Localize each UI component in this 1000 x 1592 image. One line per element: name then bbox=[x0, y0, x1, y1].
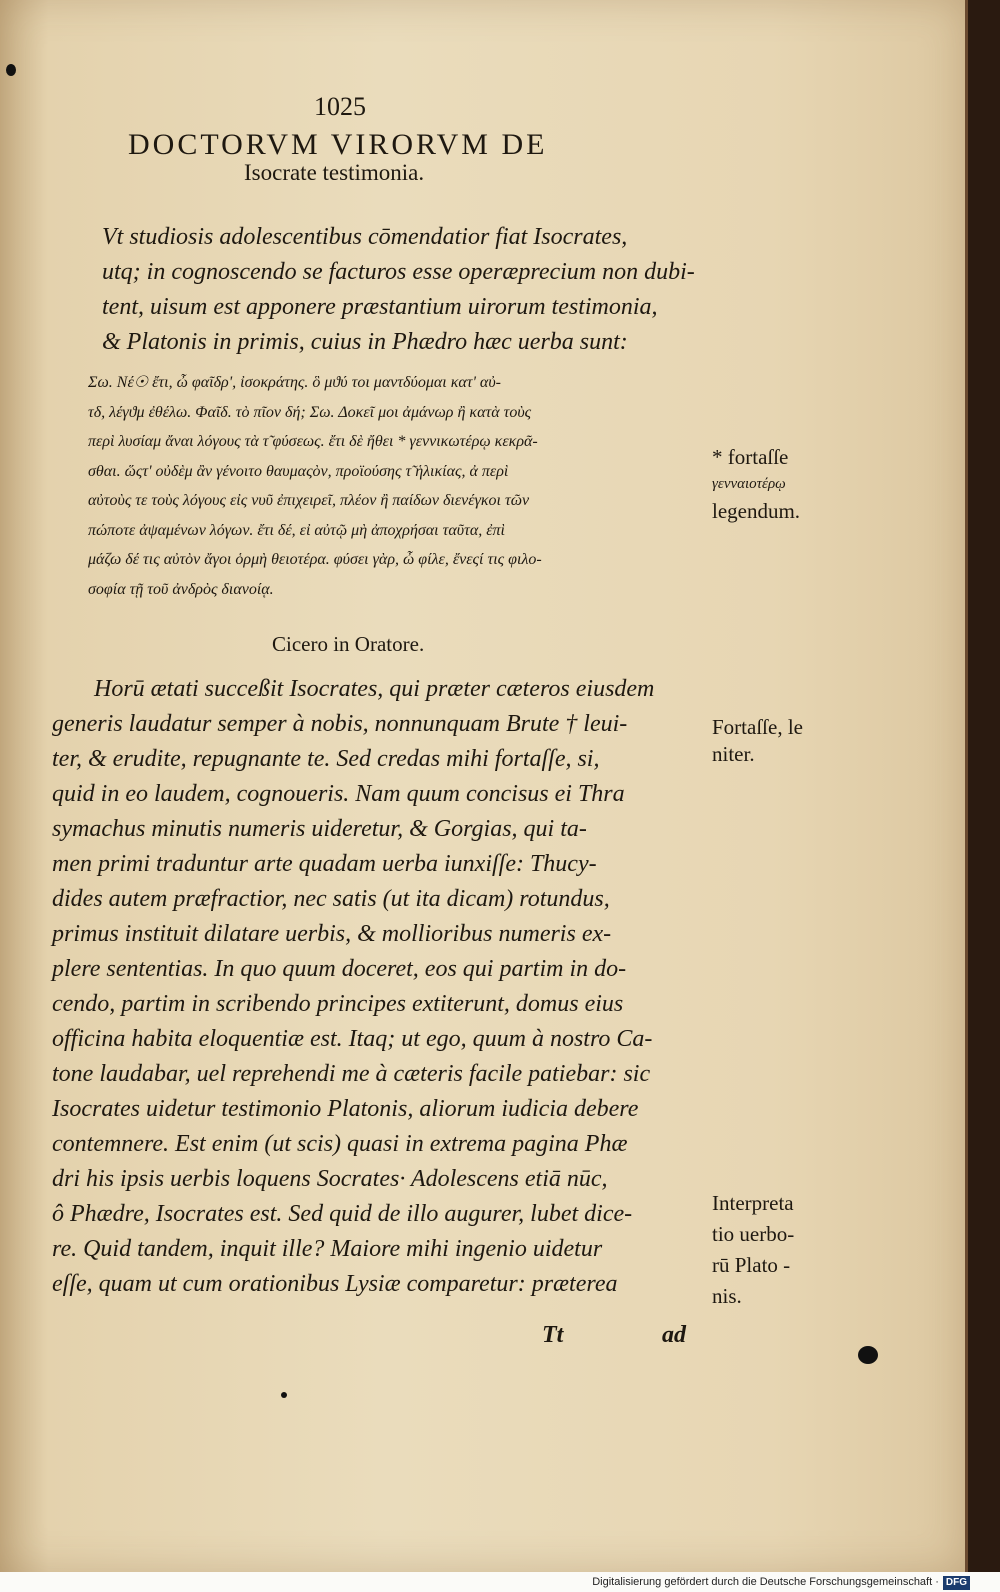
margin-note-fortasse-greek bbox=[712, 444, 800, 525]
greek-quotation bbox=[88, 368, 542, 604]
cicero-line: re. Quid tandem, inquit ille? Maiore mihi ingenio uidetur bbox=[52, 1236, 603, 1262]
note-line: legendum. bbox=[712, 499, 801, 523]
greek-line: πώποτε ἀψαμένων λόγων. ἔτι δέ, εἰ αὐτῷ μὴ ἀποχρήσαι ταῦτα, ἐπὶ bbox=[88, 521, 505, 539]
cicero-line: primus instituit dilatare uerbis, & mollioribus numeris ex- bbox=[52, 921, 612, 947]
section-heading: Cicero in Oratore. bbox=[272, 632, 425, 656]
digitization-footer bbox=[0, 1572, 1000, 1592]
intro-line: & Platonis in primis, cuius in Phædro hæc uerba sunt: bbox=[102, 329, 628, 355]
note-line: rū Plato - bbox=[712, 1253, 791, 1277]
title-line-1: DOCTORVM VIRORVM DE bbox=[128, 128, 548, 161]
cicero-line: dri his ipsis uerbis loquens Socrates· Adolescens etiā nūc, bbox=[52, 1166, 608, 1192]
note-line: γενναιοτέρῳ bbox=[712, 476, 786, 492]
note-line: tio uerbo- bbox=[712, 1222, 795, 1246]
intro-line: utq; in cognoscendo se facturos esse operæprecium non dubi- bbox=[102, 259, 695, 285]
cicero-line: quid in eo laudem, cognoueris. Nam quum concisus ei Thra bbox=[52, 781, 625, 807]
footer-text: Digitalisierung gefördert durch die Deutsche Forschungsgemeinschaft · bbox=[592, 1576, 939, 1588]
margin-note-fortasse-leniter bbox=[712, 714, 803, 768]
cicero-line: plere sententias. In quo quum doceret, eos qui partim in do- bbox=[52, 956, 627, 982]
cicero-line: contemnere. Est enim (ut scis) quasi in extrema pagina Phæ bbox=[52, 1131, 628, 1157]
greek-line: σοφία τῇ τοῦ ἀνδρὸς διανοίᾳ. bbox=[88, 580, 274, 598]
greek-line: περὶ λυσίαμ ἄναι λόγους τὰ τ̃ φύσεως. ἔτι δὲ ἤθει * γεννικωτέρῳ κεκρᾶ- bbox=[88, 433, 538, 450]
dfg-logo: DFG bbox=[943, 1576, 970, 1590]
cicero-line: ô Phædre, Isocrates est. Sed quid de illo augurer, lubet dice- bbox=[52, 1201, 633, 1227]
greek-line: μάζω δέ τις αὐτὸν ἄγοι ὁρμὴ θειοτέρα. φύσει γὰρ, ὦ φίλε, ἔνεςί τις φιλο- bbox=[88, 551, 542, 568]
note-line: Fortaſſe, le bbox=[712, 715, 803, 739]
cicero-line: men primi traduntur arte quadam uerba iunxiſſe: Thucy- bbox=[52, 851, 597, 877]
note-line: Interpreta bbox=[712, 1191, 794, 1215]
title-line-2: Isocrate testimonia. bbox=[244, 160, 425, 185]
cicero-line: dides autem præfractior, nec satis (ut ita dicam) rotundus, bbox=[52, 886, 610, 912]
cicero-line: symachus minutis numeris uideretur, & Gorgias, qui ta- bbox=[52, 816, 587, 842]
cicero-line: cendo, partim in scribendo principes extiterunt, domus eius bbox=[52, 991, 624, 1017]
page-number: 1025 bbox=[314, 92, 366, 121]
note-line: niter. bbox=[712, 742, 755, 766]
note-line: * fortaſſe bbox=[712, 445, 789, 469]
ink-spot bbox=[6, 64, 16, 76]
ink-spot bbox=[858, 1346, 878, 1364]
greek-line: αὐτοὺς τε τοὺς λόγους εἰς νυῦ ἐπιχειρεῖ, πλέον ἢ παίδων διενέγκοι τῶν bbox=[88, 492, 530, 509]
intro-paragraph bbox=[102, 220, 695, 360]
greek-line: σθαι. ὥςτ' οὐδὲμ ἂν γένοιτο θαυμαςὸν, προϊούσης τ̃ ἡλικίας, ἀ περὶ bbox=[88, 462, 509, 480]
cicero-line: Horū ætati succeßit Isocrates, qui præter cæteros eiusdem bbox=[94, 676, 655, 702]
cicero-line: officina habita eloquentiæ est. Itaq; ut ego, quum à nostro Ca- bbox=[52, 1026, 653, 1052]
cicero-line: eſſe, quam ut cum orationibus Lysiæ comparetur: præterea bbox=[52, 1271, 618, 1297]
margin-note-interpretatio bbox=[712, 1188, 794, 1312]
note-line: nis. bbox=[712, 1284, 742, 1308]
catchword: ad bbox=[662, 1322, 686, 1348]
cicero-line: Isocrates uidetur testimonio Platonis, aliorum iudicia debere bbox=[52, 1096, 639, 1122]
greek-line: Σω. Νέ☉ ἔτι, ὦ φαῖδρ', ἰσοκράτης. ὃ μϑύ τοι μαντδύομαι κατ' αὐ- bbox=[88, 374, 501, 391]
intro-line: Vt studiosis adolescentibus cōmendatior fiat Isocrates, bbox=[102, 224, 628, 250]
cicero-paragraph bbox=[52, 672, 654, 1302]
cicero-line: ter, & erudite, repugnante te. Sed credas mihi fortaſſe, si, bbox=[52, 746, 600, 772]
cicero-line: tone laudabar, uel reprehendi me à cæteris facile patiebar: sic bbox=[52, 1061, 651, 1087]
ink-spot bbox=[281, 1392, 287, 1398]
signature-mark: Tt bbox=[542, 1322, 564, 1348]
greek-line: τδ, λέγϑμ ἐθέλω. Φαῖδ. τὸ πῖον δή; Σω. Δοκεῖ μοι ἀμάνωρ ἢ κατὰ τοὺς bbox=[88, 403, 532, 421]
intro-line: tent, uisum est apponere præstantium uirorum testimonia, bbox=[102, 294, 658, 320]
cicero-line: generis laudatur semper à nobis, nonnunquam Brute † leui- bbox=[52, 711, 628, 737]
